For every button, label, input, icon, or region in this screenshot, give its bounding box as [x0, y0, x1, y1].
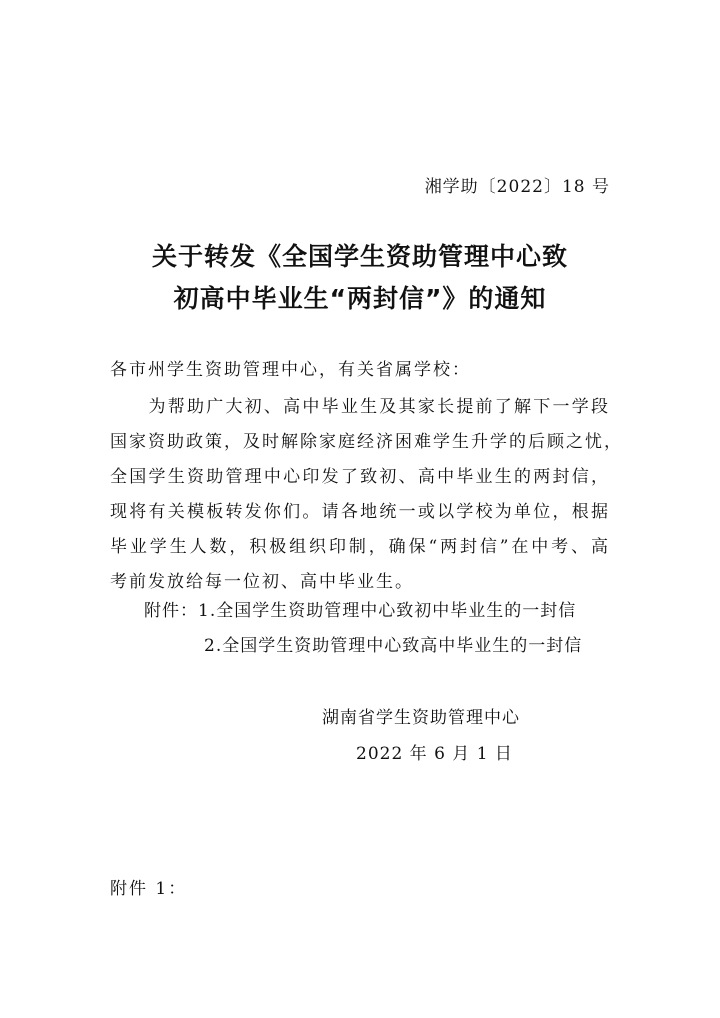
title-line-1: 关于转发《全国学生资助管理中心致: [151, 242, 568, 271]
body-paragraph: [110, 390, 623, 600]
document-number: 湘学助〔2022〕18 号: [424, 177, 610, 197]
body-line-5: 毕业学生人数，积极组织印制，确保“两封信”在中考、高: [110, 537, 610, 557]
attachments-label: 附件：: [144, 601, 198, 621]
salutation: 各市州学生资助管理中心，有关省属学校：: [110, 360, 471, 380]
attachment-item-1-text: 1.全国学生资助管理中心致初中毕业生的一封信: [198, 601, 577, 621]
document-title: [0, 236, 720, 320]
attachments-list: [144, 594, 582, 664]
signature-organization: 湖南省学生资助管理中心: [322, 708, 520, 728]
attachment-item-2: [144, 629, 582, 664]
title-line-2: 初高中毕业生“两封信”》的通知: [173, 284, 547, 313]
attachment-item-1: [144, 594, 582, 629]
body-line-3: 全国学生资助管理中心印发了致初、高中毕业生的两封信，: [110, 467, 610, 487]
body-line-1: 为帮助广大初、高中毕业生及其家长提前了解下一学段: [110, 397, 610, 417]
body-line-6: 考前发放给每一位初、高中毕业生。: [110, 572, 414, 592]
body-line-2: 国家资助政策，及时解除家庭经济困难学生升学的后顾之忧，: [110, 432, 623, 452]
attachment-item-2-text: 2.全国学生资助管理中心致高中毕业生的一封信: [204, 636, 583, 656]
body-line-4: 现将有关模板转发你们。请各地统一或以学校为单位，根据: [110, 502, 610, 522]
signature-date: 2022 年 6 月 1 日: [356, 744, 513, 764]
attachment-1-header: 附件 1：: [110, 879, 188, 899]
